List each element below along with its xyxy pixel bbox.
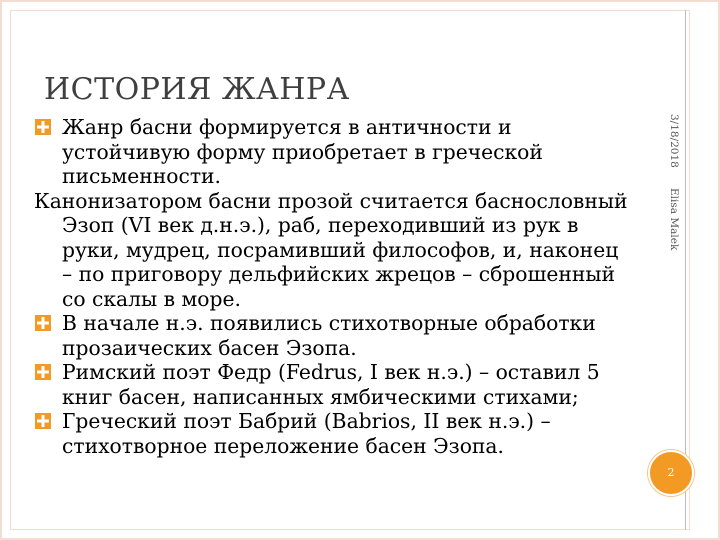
page-number: 2 xyxy=(667,466,675,479)
bullet-icon xyxy=(34,409,62,434)
list-item xyxy=(34,115,634,189)
bullet-icon xyxy=(34,115,62,140)
bullet-icon xyxy=(34,311,62,336)
paragraph-text: Римский поэт Федр (Fedrus, I век н.э.) – оставил 5 книг басен, написанных ямбическими стихами; xyxy=(62,360,600,409)
slide-date: 3/18/2018 xyxy=(668,114,680,168)
paragraph-text: Канонизатором басни прозой считается баснословный Эзоп (VI век д.н.э.), раб, переходивший из рук в руки, мудрец, посрамивший философов, и, наконец – по приговору дельфийских жрецов – сброшенный со скалы в море. xyxy=(34,188,628,311)
slide-title: ИСТОРИЯ ЖАНРА xyxy=(44,72,350,107)
list-item xyxy=(34,409,634,458)
bullet-icon xyxy=(34,360,62,385)
list-item xyxy=(34,311,634,360)
list-item xyxy=(34,360,634,409)
page-number-badge xyxy=(648,450,694,496)
slide-author: Elisa Malek xyxy=(668,188,680,251)
paragraph-text: Греческий поэт Бабрий (Babrios, II век н.э.) – стихотворное переложение басен Эзопа. xyxy=(62,409,551,458)
paragraph-text: В начале н.э. появились стихотворные обработки прозаических басен Эзопа. xyxy=(62,311,596,360)
slide-body xyxy=(34,115,634,458)
paragraph-text: Жанр басни формируется в античности и устойчивую форму приобретает в греческой письменности. xyxy=(62,115,543,188)
list-item xyxy=(34,189,634,312)
